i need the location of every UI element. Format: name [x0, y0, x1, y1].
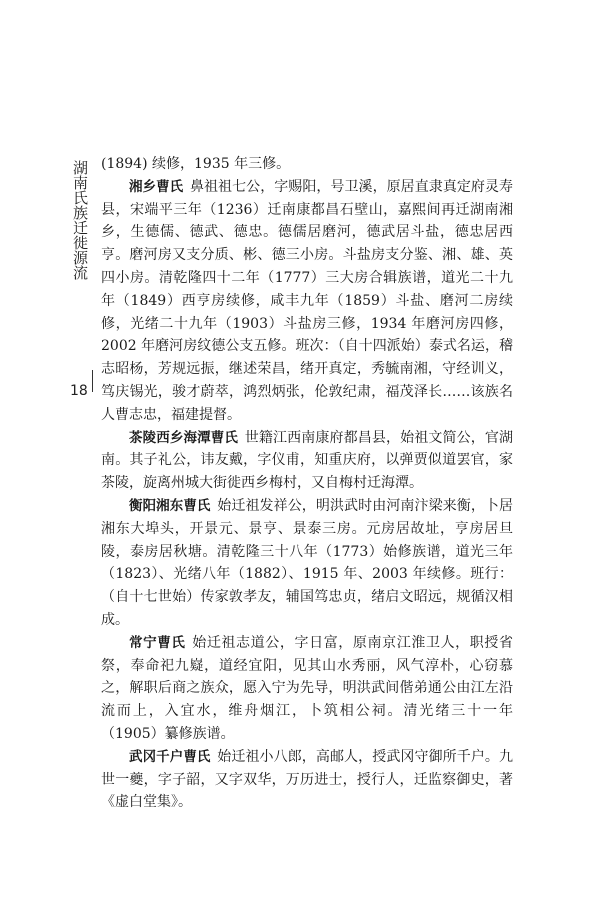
paragraph-text: 始迁祖志道公，字日富，原南京江淮卫人，职授省祭，奉命祀九嶷，道经宜阳，见其山水秀丽，风气淳朴，心窃慕之，解职后商之族众，愿入宁为先导，明洪武间偕弟通公由江左沿流而上，入宜水，维舟烟江，卜筑相公祠。清光绪三十一年（1905）纂修族谱。: [101, 634, 514, 742]
paragraph-text: 始迁祖发祥公，明洪武时由河南汴梁来衡，卜居湘东大埠头，开景元、景亨、景泰三房。元房居故址，亨房居旦陵，泰房居秋塘。清乾隆三十八年（1773）始修族谱，道光三年（1823）、光绪八年（1882）、1915 年、2003 年续修。班行：（自十七世始）传家敦孝友，辅国笃忠贞，绪启文昭远，规循汉相成。: [101, 497, 514, 628]
paragraph-text: 世籍江西南康府都昌县，始祖文简公，官湖南。其子礼公，讳友戴，字仪甫，知重庆府，以弹贾似道罢官，家茶陵，旋离州城大街徙西乡梅村，又自梅村迁海潭。: [101, 429, 513, 492]
clan-heading: 武冈千户曹氏: [129, 748, 211, 765]
paragraph-changning-cao: [101, 632, 513, 746]
paragraph-hengyang-cao: [101, 495, 513, 632]
paragraph-text: 鼻祖祖七公，字赐阳，号卫溪，原居直隶真定府灵寿县，宋端平三年（1236）迁南康都昌石壁山，嘉熙间再迁湖南湘乡，生德儒、德武、德忠。德儒居磨河，德武居斗盐，德忠居西亨。磨河房又支分质、彬、德三小房。斗盐房支分鉴、湘、雄、英四小房。清乾隆四十二年（1777）三大房合辑族谱，道光二十九年（1849）西亨房续修，咸丰九年（1859）斗盐、磨河二房续修，光绪二十九年（1903）斗盐房三修，1934 年磨河房四修，2002 年磨河房纹德公支五修。班次：（自十四派始）泰式名运，稽志昭杨，芳规远振，继述荣昌，绪开真定，秀毓南湘，守经训义，笃庆锡光，骏才蔚萃，鸿烈炳张，伦敦纪肃，福茂泽长……该族名人曹志忠，福建提督。: [101, 178, 514, 423]
paragraph-xiangxiang-cao: [101, 176, 513, 427]
paragraph-chaling-cao: [101, 427, 513, 495]
paragraph-wugang-cao: [101, 746, 513, 814]
clan-heading: 常宁曹氏: [129, 634, 186, 651]
clan-heading: 茶陵西乡海潭曹氏: [129, 429, 238, 446]
page-number: 18: [70, 383, 88, 399]
clan-heading: 衡阳湘东曹氏: [129, 497, 211, 514]
running-book-title: 湖南氏族迁徙源流: [71, 160, 89, 280]
clan-heading: 湘乡曹氏: [129, 178, 184, 195]
page-body: [101, 153, 513, 814]
paragraph-text: (1894) 续修，1935 年三修。: [101, 156, 291, 172]
paragraph-continuation: [101, 153, 513, 176]
paragraph-text: 始迁祖小八郎，高邮人，授武冈守御所千户。九世一夔，字子韶，又字双华，万历进士，授行人，迁监察御史，著《虚白堂集》。: [101, 748, 514, 811]
margin-divider: [92, 370, 93, 392]
